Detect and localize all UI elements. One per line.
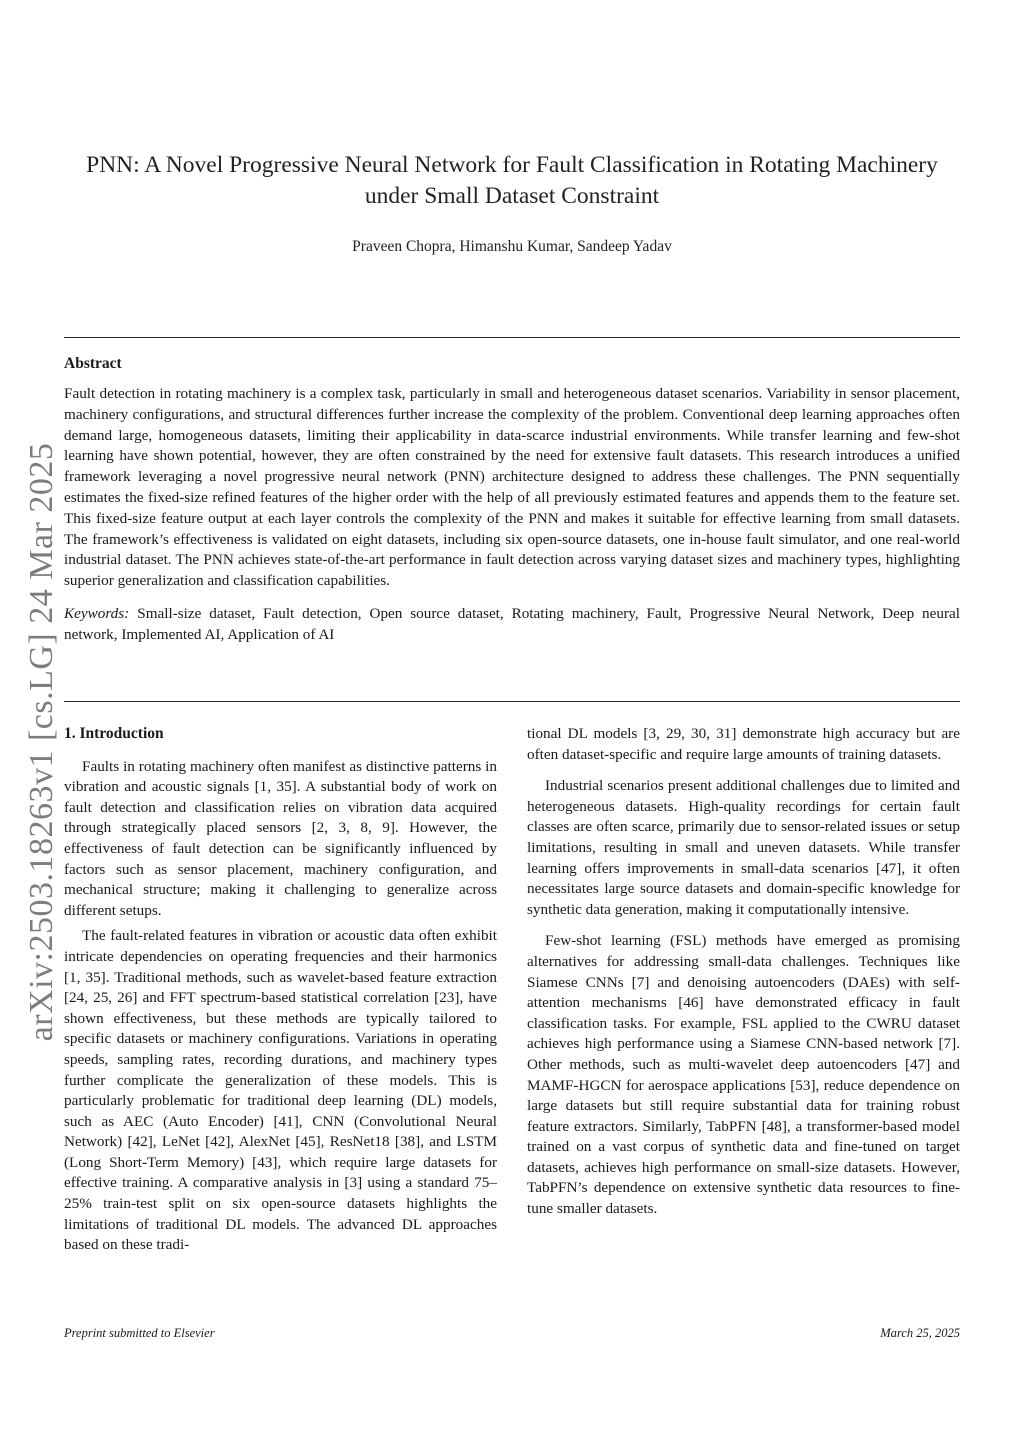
author-list: Praveen Chopra, Himanshu Kumar, Sandeep Yadav: [352, 238, 672, 255]
footer-preprint-note: Preprint submitted to Elsevier: [64, 1326, 215, 1340]
intro-paragraph-3: Industrial scenarios present additional challenges due to limited and heterogeneous datasets. High-quality recordings for certain fault classes are often scarce, primarily due to sensor-related issues or setup limitations, resulting in small and uneven datasets. While transfer learning offers improvements in small-data scenarios [47], it often necessitates large source datasets and domain-specific knowledge for synthetic data generation, making it computationally intensive.: [527, 777, 960, 918]
keywords-line: [64, 604, 960, 646]
paper-title: PNN: A Novel Progressive Neural Network for Fault Classification in Rotating Machinery under Small Dataset Constraint: [86, 152, 938, 209]
section-heading-introduction: 1. Introduction: [64, 725, 164, 742]
abstract-section: [64, 384, 960, 658]
keywords-label: Keywords:: [64, 604, 130, 622]
abstract-bottom-rule: [64, 701, 960, 702]
abstract-text: Fault detection in rotating machinery is a complex task, particularly in small and heterogeneous dataset scenarios. Variability in sensor placement, machinery configurations, and structural differences further increase the complexity of the problem. Conventional deep learning approaches often demand large, homogeneous datasets, limiting their applicability in data-scarce industrial environments. While transfer learning and few-shot learning have shown potential, however, they are often constrained by the need for extensive fault datasets. This research introduces a unified framework leveraging a novel progressive neural network (PNN) architecture designed to address these challenges. The PNN sequentially estimates the fixed-size refined features of the higher order with the help of all previously estimated features and appends them to the feature set. This fixed-size feature output at each layer controls the complexity of the PNN and makes it suitable for effective learning from small datasets. The framework’s effectiveness is validated on eight datasets, including six open-source datasets, one in-house fault simulator, and one real-world industrial dataset. The PNN achieves state-of-the-art performance in fault detection across varying dataset sizes and machinery types, highlighting superior generalization and classification capabilities.: [64, 385, 960, 590]
intro-paragraph-2-continued: tional DL models [3, 29, 30, 31] demonstrate high accuracy but are often dataset-specific and require large amounts of training datasets.: [527, 725, 960, 763]
keywords-text: Small-size dataset, Fault detection, Open source dataset, Rotating machinery, Fault, Progressive Neural Network, Deep neural network, Implemented AI, Application of AI: [64, 604, 960, 643]
abstract-heading: Abstract: [64, 355, 122, 372]
abstract-top-rule: [64, 337, 960, 338]
intro-paragraph-2: The fault-related features in vibration or acoustic data often exhibit intricate dependencies on operating frequencies and their harmonics [1, 35]. Traditional methods, such as wavelet-based feature extraction [24, 25, 26] and FFT spectrum-based statistical correlation [23], have shown effectiveness, but these methods are typically tailored to specific datasets or machinery configurations. Variations in operating speeds, sampling rates, recording durations, and machinery types further complicate the generalization of these models. This is particularly problematic for traditional deep learning (DL) models, such as AEC (Auto Encoder) [41], CNN (Convolutional Neural Network) [42], LeNet [42], AlexNet [45], ResNet18 [38], and LSTM (Long Short-Term Memory) [43], which require large datasets for effective training. A comparative analysis in [3] using a standard 75–25% train-test split on six open-source datasets highlights the limitations of traditional DL models. The advanced DL approaches based on these tradi-: [64, 927, 497, 1254]
arxiv-identifier-stamp: arXiv:2503.18263v1 [cs.LG] 24 Mar 2025: [23, 442, 60, 1042]
right-column: [527, 724, 960, 1225]
intro-paragraph-4: Few-shot learning (FSL) methods have emerged as promising alternatives for addressing small-data challenges. Techniques like Siamese CNNs [7] and denoising autoencoders (DAEs) with self-attention mechanisms [46] have demonstrated efficacy in fault classification tasks. For example, FSL applied to the CWRU dataset achieves high performance using a Siamese CNN-based network [7]. Other methods, such as multi-wavelet deep autoencoders [47] and MAMF-HGCN for aerospace applications [53], reduce dependence on large datasets but still require substantial data for training robust feature extractors. Similarly, TabPFN [48], a transformer-based model trained on a vast corpus of synthetic data and fine-tuned on target datasets, achieves high performance on small-size datasets. However, TabPFN’s dependence on extensive synthetic data resources to fine-tune smaller datasets.: [527, 932, 960, 1218]
intro-paragraph-1: Faults in rotating machinery often manifest as distinctive patterns in vibration and acoustic signals [1, 35]. A substantial body of work on fault detection and classification relies on vibration data acquired through strategically placed sensors [2, 3, 8, 9]. However, the effectiveness of fault detection can be significantly influenced by factors such as sensor placement, machinery configuration, and mechanical structure; making it challenging to generalize across different setups.: [64, 757, 497, 919]
left-column: [64, 724, 497, 1261]
footer-date: March 25, 2025: [880, 1326, 960, 1340]
